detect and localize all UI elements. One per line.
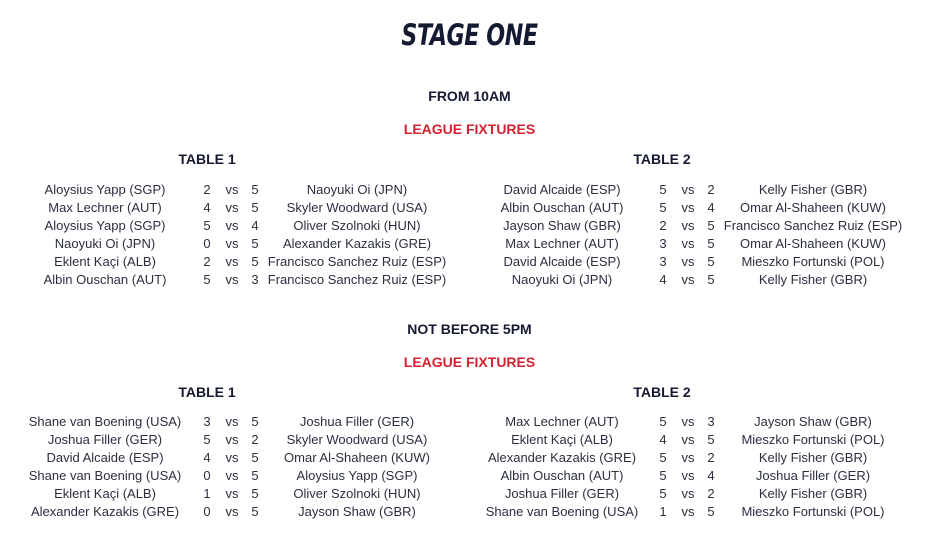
player-two: Naoyuki Oi (JPN) xyxy=(306,182,408,197)
session-time: FROM 10AM xyxy=(428,88,511,104)
player-one: Albin Ouschan (AUT) xyxy=(500,200,624,215)
versus-label: vs xyxy=(225,254,239,269)
versus-label: vs xyxy=(225,414,239,429)
score-one: 4 xyxy=(203,450,211,465)
player-one: Eklent Kaçi (ALB) xyxy=(511,432,613,447)
table-row xyxy=(0,235,939,253)
player-one: Aloysius Yapp (SGP) xyxy=(44,182,166,197)
score-two: 4 xyxy=(251,218,259,233)
score-two: 5 xyxy=(707,218,715,233)
score-two: 5 xyxy=(251,504,259,519)
player-one: Eklent Kaçi (ALB) xyxy=(54,254,156,269)
score-one: 5 xyxy=(659,450,667,465)
versus-label: vs xyxy=(681,236,695,251)
player-one: David Alcaide (ESP) xyxy=(46,450,164,465)
score-one: 1 xyxy=(203,486,211,501)
versus-label: vs xyxy=(225,486,239,501)
score-one: 4 xyxy=(203,200,211,215)
versus-label: vs xyxy=(681,182,695,197)
table-heading: TABLE 1 xyxy=(178,151,236,167)
score-one: 1 xyxy=(659,504,667,519)
player-two: Francisco Sanchez Ruiz (ESP) xyxy=(267,254,447,269)
score-two: 3 xyxy=(251,272,259,287)
score-one: 5 xyxy=(659,486,667,501)
player-one: Joshua Filler (GER) xyxy=(47,432,163,447)
score-two: 5 xyxy=(707,254,715,269)
player-one: Joshua Filler (GER) xyxy=(504,486,620,501)
table-row xyxy=(0,199,939,217)
table-row xyxy=(0,431,939,449)
player-one: Naoyuki Oi (JPN) xyxy=(54,236,156,251)
score-two: 4 xyxy=(707,468,715,483)
score-one: 3 xyxy=(659,254,667,269)
score-one: 5 xyxy=(203,432,211,447)
versus-label: vs xyxy=(681,486,695,501)
score-one: 4 xyxy=(659,272,667,287)
score-one: 4 xyxy=(659,432,667,447)
score-two: 5 xyxy=(251,414,259,429)
page-title: STAGE ONE xyxy=(401,18,538,52)
score-two: 4 xyxy=(707,200,715,215)
versus-label: vs xyxy=(681,468,695,483)
score-one: 2 xyxy=(203,182,211,197)
versus-label: vs xyxy=(225,504,239,519)
score-two: 5 xyxy=(251,254,259,269)
score-two: 5 xyxy=(251,236,259,251)
score-two: 2 xyxy=(707,486,715,501)
player-one: David Alcaide (ESP) xyxy=(503,254,621,269)
versus-label: vs xyxy=(225,236,239,251)
score-one: 0 xyxy=(203,236,211,251)
table-heading: TABLE 1 xyxy=(178,384,236,400)
player-two: Skyler Woodward (USA) xyxy=(286,200,428,215)
league-fixtures-heading: LEAGUE FIXTURES xyxy=(403,121,536,137)
score-two: 5 xyxy=(251,182,259,197)
player-two: Omar Al-Shaheen (KUW) xyxy=(284,450,430,465)
versus-label: vs xyxy=(681,504,695,519)
player-two: Kelly Fisher (GBR) xyxy=(758,486,868,501)
player-two: Francisco Sanchez Ruiz (ESP) xyxy=(723,218,903,233)
session-time: NOT BEFORE 5PM xyxy=(407,321,532,337)
score-two: 2 xyxy=(707,450,715,465)
versus-label: vs xyxy=(225,218,239,233)
player-two: Skyler Woodward (USA) xyxy=(286,432,428,447)
player-one: Jayson Shaw (GBR) xyxy=(503,218,621,233)
versus-label: vs xyxy=(681,200,695,215)
player-one: Shane van Boening (USA) xyxy=(28,414,182,429)
score-two: 2 xyxy=(251,432,259,447)
player-two: Kelly Fisher (GBR) xyxy=(758,182,868,197)
score-one: 2 xyxy=(203,254,211,269)
table-row xyxy=(0,217,939,235)
versus-label: vs xyxy=(681,218,695,233)
table-row xyxy=(0,467,939,485)
player-two: Alexander Kazakis (GRE) xyxy=(282,236,432,251)
player-two: Omar Al-Shaheen (KUW) xyxy=(740,200,886,215)
versus-label: vs xyxy=(681,432,695,447)
player-one: Max Lechner (AUT) xyxy=(505,414,619,429)
versus-label: vs xyxy=(225,272,239,287)
score-two: 2 xyxy=(707,182,715,197)
score-two: 5 xyxy=(251,486,259,501)
player-two: Oliver Szolnoki (HUN) xyxy=(293,218,421,233)
player-one: Naoyuki Oi (JPN) xyxy=(511,272,613,287)
player-two: Francisco Sanchez Ruiz (ESP) xyxy=(267,272,447,287)
score-two: 5 xyxy=(251,468,259,483)
player-one: Max Lechner (AUT) xyxy=(505,236,619,251)
versus-label: vs xyxy=(681,272,695,287)
score-one: 3 xyxy=(659,236,667,251)
score-one: 5 xyxy=(659,182,667,197)
player-two: Jayson Shaw (GBR) xyxy=(754,414,872,429)
score-two: 5 xyxy=(251,450,259,465)
versus-label: vs xyxy=(225,432,239,447)
player-one: Eklent Kaçi (ALB) xyxy=(54,486,156,501)
player-two: Mieszko Fortunski (POL) xyxy=(741,254,885,269)
league-fixtures-heading: LEAGUE FIXTURES xyxy=(403,354,536,370)
player-one: David Alcaide (ESP) xyxy=(503,182,621,197)
player-one: Aloysius Yapp (SGP) xyxy=(44,218,166,233)
table-row xyxy=(0,271,939,289)
score-two: 5 xyxy=(707,432,715,447)
table-heading: TABLE 2 xyxy=(633,151,691,167)
score-two: 5 xyxy=(251,200,259,215)
score-one: 5 xyxy=(659,468,667,483)
player-one: Max Lechner (AUT) xyxy=(48,200,162,215)
score-two: 5 xyxy=(707,272,715,287)
player-two: Mieszko Fortunski (POL) xyxy=(741,432,885,447)
score-one: 0 xyxy=(203,504,211,519)
player-one: Albin Ouschan (AUT) xyxy=(500,468,624,483)
player-two: Kelly Fisher (GBR) xyxy=(758,450,868,465)
player-one: Shane van Boening (USA) xyxy=(485,504,639,519)
score-one: 2 xyxy=(659,218,667,233)
versus-label: vs xyxy=(225,450,239,465)
table-row xyxy=(0,485,939,503)
player-two: Jayson Shaw (GBR) xyxy=(298,504,416,519)
score-one: 5 xyxy=(203,272,211,287)
player-two: Oliver Szolnoki (HUN) xyxy=(293,486,421,501)
table-row xyxy=(0,503,939,521)
score-two: 3 xyxy=(707,414,715,429)
table-row xyxy=(0,181,939,199)
player-two: Mieszko Fortunski (POL) xyxy=(741,504,885,519)
player-one: Alexander Kazakis (GRE) xyxy=(30,504,180,519)
versus-label: vs xyxy=(681,414,695,429)
player-two: Omar Al-Shaheen (KUW) xyxy=(740,236,886,251)
score-two: 5 xyxy=(707,504,715,519)
player-one: Alexander Kazakis (GRE) xyxy=(487,450,637,465)
player-one: Shane van Boening (USA) xyxy=(28,468,182,483)
player-two: Joshua Filler (GER) xyxy=(755,468,871,483)
score-one: 0 xyxy=(203,468,211,483)
score-one: 5 xyxy=(203,218,211,233)
versus-label: vs xyxy=(225,200,239,215)
table-row xyxy=(0,253,939,271)
score-two: 5 xyxy=(707,236,715,251)
table-row xyxy=(0,413,939,431)
score-one: 5 xyxy=(659,414,667,429)
score-one: 3 xyxy=(203,414,211,429)
versus-label: vs xyxy=(225,468,239,483)
versus-label: vs xyxy=(681,254,695,269)
player-one: Albin Ouschan (AUT) xyxy=(43,272,167,287)
player-two: Aloysius Yapp (SGP) xyxy=(296,468,418,483)
table-heading: TABLE 2 xyxy=(633,384,691,400)
score-one: 5 xyxy=(659,200,667,215)
versus-label: vs xyxy=(681,450,695,465)
player-two: Joshua Filler (GER) xyxy=(299,414,415,429)
player-two: Kelly Fisher (GBR) xyxy=(758,272,868,287)
versus-label: vs xyxy=(225,182,239,197)
table-row xyxy=(0,449,939,467)
